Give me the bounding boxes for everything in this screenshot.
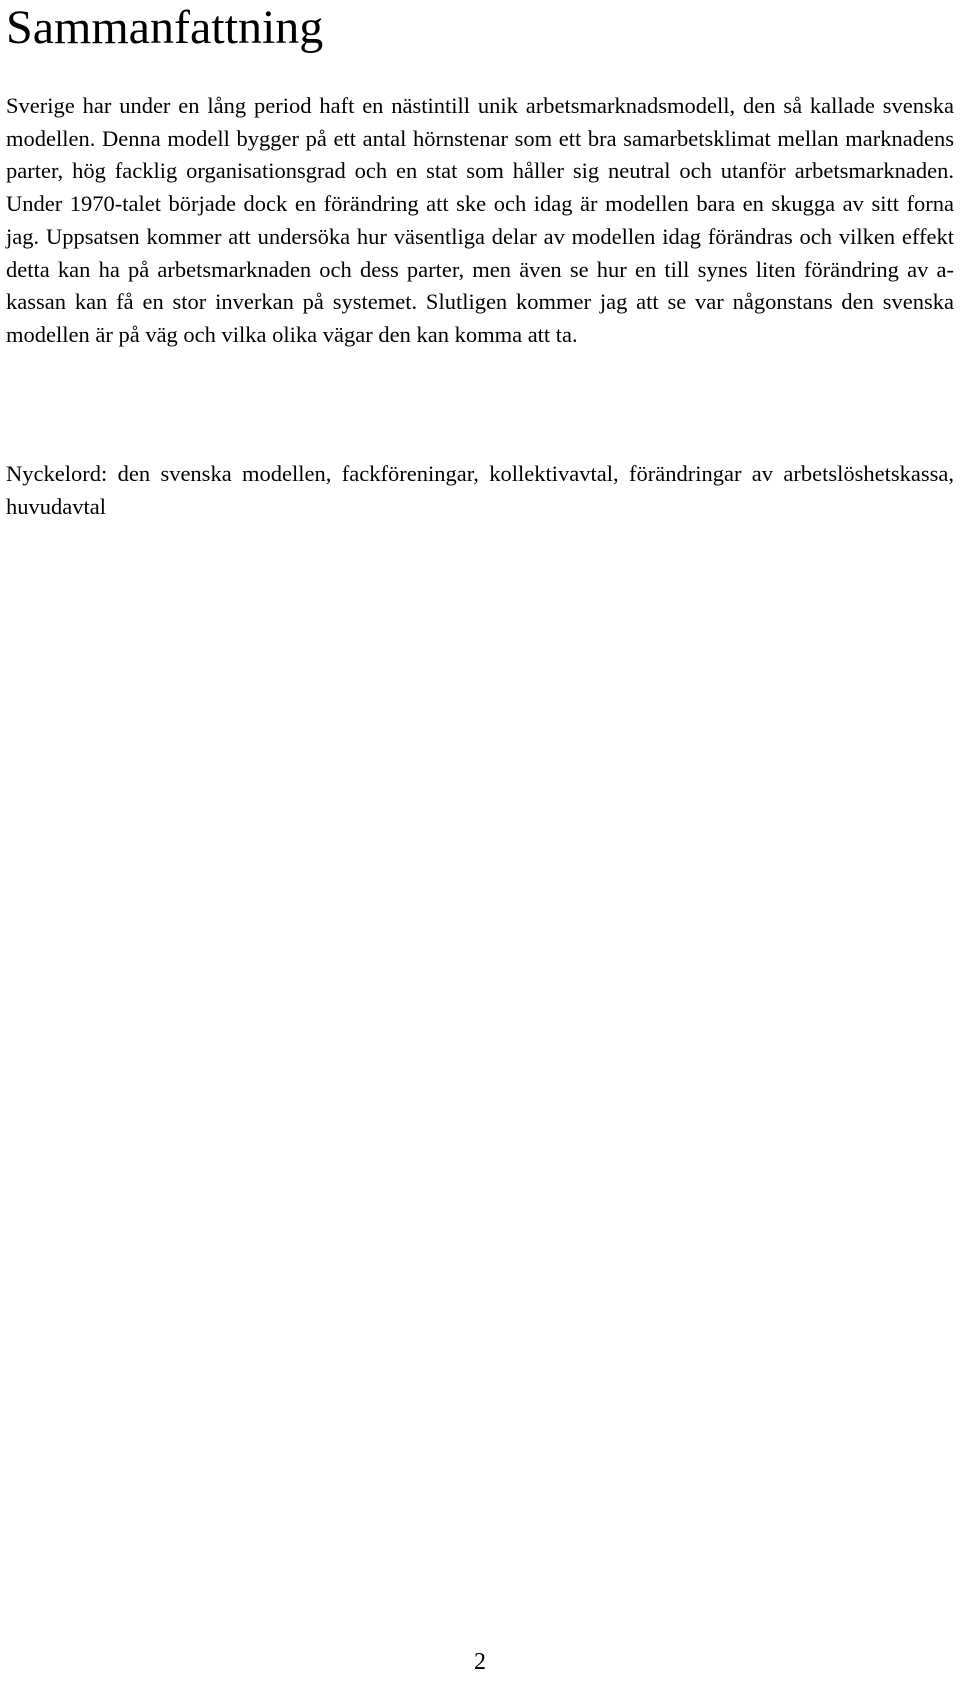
- page-title: Sammanfattning: [6, 1, 324, 54]
- page-number: 2: [474, 1649, 486, 1675]
- abstract-paragraph: Sverige har under en lång period haft en nästintill unik arbetsmarknadsmodell, den så kallade svenska modellen. Denna modell bygger på ett antal hörnstenar som ett bra samarbetsklimat mellan marknadens parter, hög facklig organisationsgrad och en stat som håller sig neutral och utanför arbetsmarknaden. Under 1970-talet började dock en förändring att ske och idag är modellen bara en skugga av sitt forna jag. Uppsatsen kommer att undersöka hur väsentliga delar av modellen idag förändras och vilken effekt detta kan ha på arbetsmarknaden och dess parter, men även se hur en till synes liten förändring av a-kassan kan få en stor inverkan på systemet. Slutligen kommer jag att se var någonstans den svenska modellen är på väg och vilka olika vägar den kan komma att ta.: [6, 93, 954, 347]
- keywords-paragraph: Nyckelord: den svenska modellen, fackföreningar, kollektivavtal, förändringar av arbetslöshetskassa, huvudavtal: [6, 461, 954, 519]
